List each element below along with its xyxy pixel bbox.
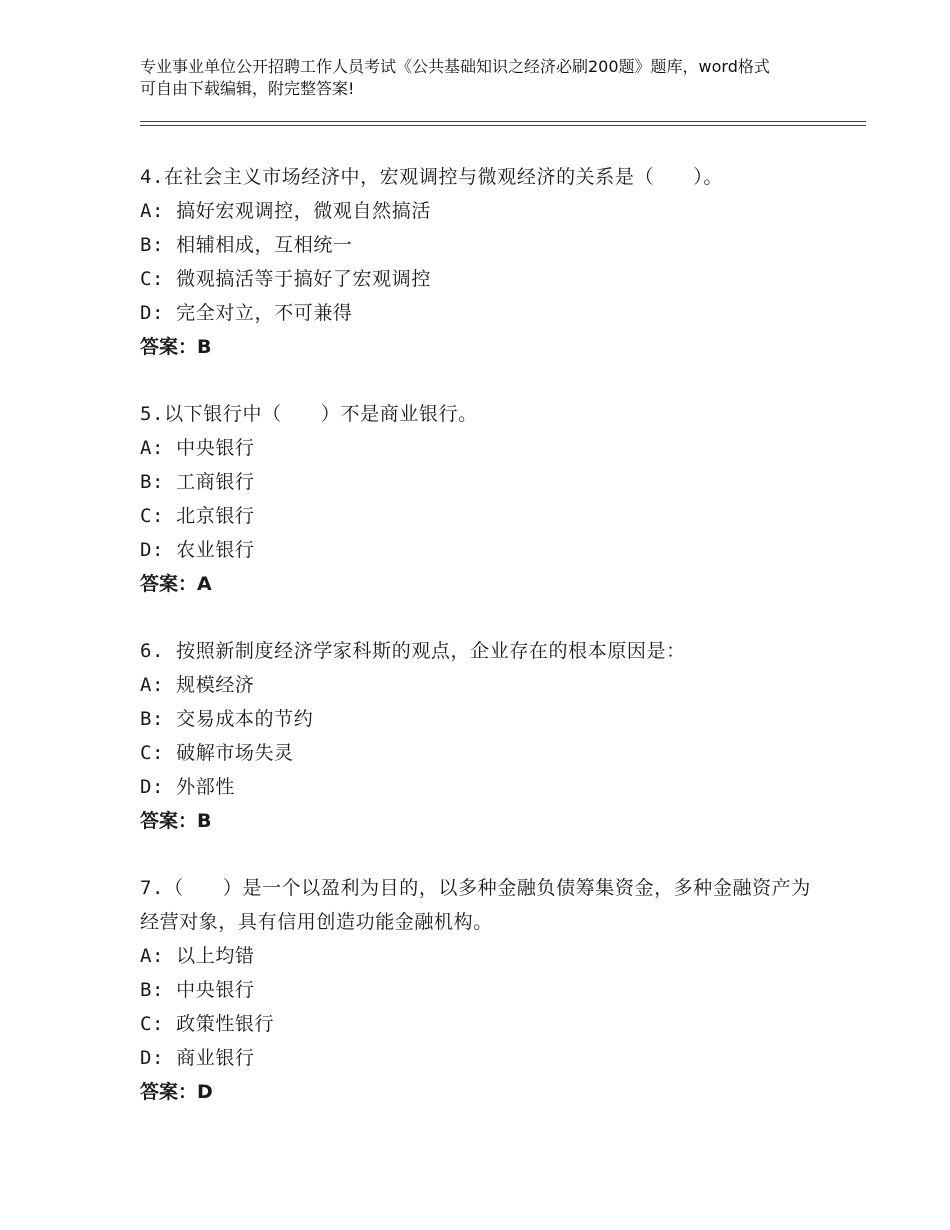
option-b: B: 中央银行 bbox=[140, 979, 255, 1001]
header-rule-bottom bbox=[140, 125, 866, 126]
answer-line: 答案：B bbox=[140, 336, 212, 358]
option-c: C: 微观搞活等于搞好了宏观调控 bbox=[140, 268, 431, 290]
option-b: B: 交易成本的节约 bbox=[140, 708, 314, 730]
option-c: C: 破解市场失灵 bbox=[140, 742, 294, 764]
option-c: C: 北京银行 bbox=[140, 505, 255, 527]
question-stem: 5.以下银行中（ ）不是商业银行。 bbox=[140, 403, 478, 425]
option-d: D: 完全对立，不可兼得 bbox=[140, 302, 353, 324]
question-5 bbox=[140, 397, 830, 601]
option-d: D: 农业银行 bbox=[140, 539, 255, 561]
question-stem: 7.（ ）是一个以盈利为目的，以多种金融负债筹集资金，多种金融资产为经营对象，具有信用创造功能金融机构。 bbox=[140, 877, 811, 933]
option-b: B: 相辅相成，互相统一 bbox=[140, 234, 353, 256]
answer-line: 答案：A bbox=[140, 573, 212, 595]
answer-line: 答案：B bbox=[140, 810, 212, 832]
question-7 bbox=[140, 871, 830, 1109]
option-a: A: 以上均错 bbox=[140, 945, 255, 967]
option-c: C: 政策性银行 bbox=[140, 1013, 275, 1035]
option-b: B: 工商银行 bbox=[140, 471, 255, 493]
question-4 bbox=[140, 160, 830, 364]
answer-line: 答案：D bbox=[140, 1081, 213, 1103]
question-stem: 4.在社会主义市场经济中，宏观调控与微观经济的关系是（ ）。 bbox=[140, 166, 723, 188]
option-a: A: 搞好宏观调控，微观自然搞活 bbox=[140, 200, 431, 222]
option-d: D: 外部性 bbox=[140, 776, 235, 798]
option-a: A: 中央银行 bbox=[140, 437, 255, 459]
header-rule-top bbox=[140, 121, 866, 122]
document-header: 专业事业单位公开招聘工作人员考试《公共基础知识之经济必刷200题》题库，word格式可自由下载编辑，附完整答案! bbox=[140, 57, 770, 98]
option-a: A: 规模经济 bbox=[140, 674, 255, 696]
question-list bbox=[140, 160, 830, 1142]
question-stem: 6. 按照新制度经济学家科斯的观点，企业存在的根本原因是： bbox=[140, 640, 686, 662]
option-d: D: 商业银行 bbox=[140, 1047, 255, 1069]
question-6 bbox=[140, 634, 830, 838]
